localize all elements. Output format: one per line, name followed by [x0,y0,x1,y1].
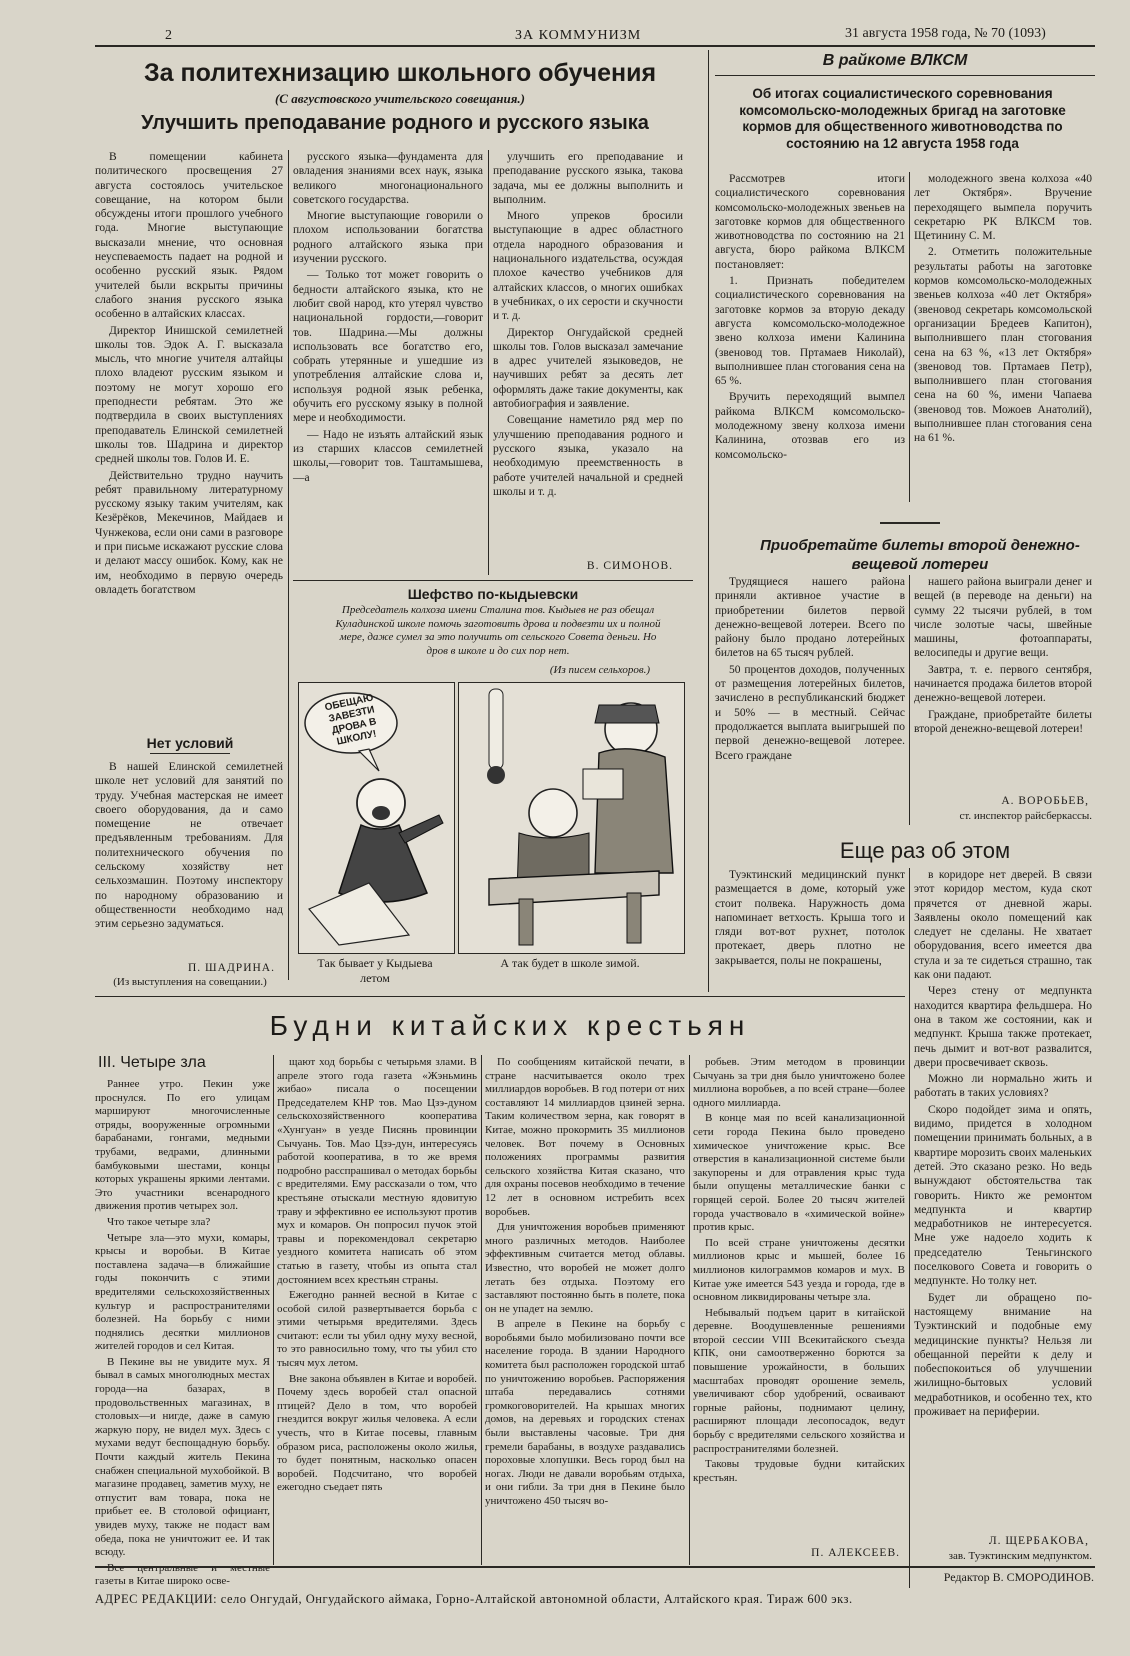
no-conditions-title: Нет условий [146,735,234,751]
komsomol-title: Об итогах социалистического соревнования комсомольско-молодежных бригад на заготовке кормов для общественного животноводства по состоянию на 12 августа 1958 года [739,86,1066,151]
speech-bubble-text: ОБЕЩАЮ ЗАВЕЗТИ ДРОВА В ШКОЛУ! [323,692,378,748]
patronage-title: Шефство по-кыдыевски [407,586,579,602]
no-conditions-body: В нашей Елинской семилетней школе нет условий для занятий по труду. Учебная мастерская не имеет своего оборудования, да и само помещение не отвечает предъявленным требованиям. Для политехнического обучения по сельскому хозяйству нет сельхозмашин. Поэтому инспектору по народному образованию и общественности необходимо над этим серьезно задуматься. [95,761,283,931]
chinese-subtitle: III. Четыре зла [98,1054,206,1071]
again-title: Еще раз об этом [839,838,1011,863]
section-rule [95,996,905,997]
column-rule [909,868,910,1588]
caption-winter: А так будет в школе зимой. [500,956,640,970]
column-rule [909,575,910,825]
chinese-title: Будни китайских крестьян [269,1010,751,1041]
chinese-col4: робьев. Этим методом в провинции Сычуань за три дня было уничтожено более миллиона воробьев, а по всей стране—более одного миллиарда. В конце мая по всей канализационной сети города Пекина было проведено химическое уничтожение крыс. Все отверстия в канализационной системе были закупорены и для отравления крыс туда были опущены металлические банки с горящей серой. Более 20 тысяч жителей города участвовало в «химической войне» против крыс. По всей стране уничтожены десятки миллионов крыс и мышей, более 16 миллионов килограммов комаров и мух. В Китае уже имеется 543 уезда и города, где в основном ликвидированы четыре зла. Небывалый подъем царит в китайской деревне. Воодушевленные решениями второй сессии VIII Всекитайского съезда КПК, они самоотверженно борются за повышение урожайности, в больших масштабах проводят орошение земель, увеличивают сбор удобрений, осваивают горные районы, поднимают целину, расширяют площади лесопосадок, ведут борьбу с вредителями сельского хозяйства и распространителями болезней. Таковы трудовые будни китайских крестьян. [693,1056,905,1484]
article-subtitle: (С августовского учительского совещания.) [274,91,526,106]
again-signature: Л. ЩЕРБАКОВА, [988,1535,1089,1547]
patronage-text: Председатель колхоза имени Сталина тов. Кыдыев не раз обещал Куладинской школе помочь заготовить дрова и подвезти их и полной мере, даже сумел за это получить от сельского Совета деньги. Но дров в школе и до сих пор нет. [335,604,661,657]
cartoon-winter [458,682,685,954]
article1-signature: В. СИМОНОВ. [586,560,673,572]
lottery-col2: нашего района выиграли денег и вещей (в переводе на деньги) на сумму 22 тысячи рублей, в том числе золотые часы, швейные машины, фотоаппараты, велосипеды и другие вещи. Завтра, т. е. первого сентября, начинается продажа билетов второй денежно-вещевой лотереи. Граждане, приобретайте билеты второй денежно-вещевой лотереи! [914,576,1092,735]
divider-ornament [880,522,940,524]
lottery-col1: Трудящиеся нашего района приняли активное участие в приобретении билетов первой денежно-вещевой лотереи. Всего по району было продано лотерейных билетов на 65 тысяч рублей. 50 процентов доходов, полученных от размещения лотерейных билетов, зачислено в республиканский бюджет и 50% — в местный. Сейчас продолжается выплата выигрышей по первой денежно-вещевой лотерее. Всего граждане [715,576,905,762]
column-rule [708,50,709,992]
no-conditions-signature: П. ШАДРИНА. [188,962,275,974]
masthead-rule [95,45,1095,47]
article1-col2: русского языка—фундамента для овладения знаниями всех наук, языка великого многонационального советского государства. Многие выступающие говорили о плохом использовании богатства родного алтайского языка при изучении русского. — Только тот может говорить о бедности алтайского языка, кто не любит свой народ, кто утерял чувство национальной гордости,—говорит тов. Шадрина.—Мы должны использовать все богатство его, собрать утерянные и ушедшие из употребления алтайские слова и, используя родной язык ребенка, обучить его русскому языку в полной мере и необходимости. — Надо не изъять алтайский язык из старших классов семилетней школы,—говорит тов. Таштамышева,—а [293,151,483,484]
lottery-signature: А. ВОРОБЬЕВ, [1001,795,1089,807]
masthead [95,22,1095,44]
footer-address: АДРЕС РЕДАКЦИИ: село Онгудай, Онгудайского аймака, Горно-Алтайской автономной области, Алтайского края. Тираж 600 экз. [95,1592,853,1606]
chinese-col1: Раннее утро. Пекин уже проснулся. По его улицам маршируют многочисленные отряды, вооруженные огромными барабанами, гонгами, медными трубами, ведрами, длинными бамбуковыми шестами, концы которых украшены яркими лентами. Это участники всенародного движения против четырех зол. Что такое четыре зла? Четыре зла—это мухи, комары, крысы и воробьи. В Китае поставлена задача—в ближайшие годы покончить с этими вредителями сельскохозяйственных культур и распространителями болезней. На борьбу с ними поднялись десятки миллионов жителей городов и сел Китая. В Пекине вы не увидите мух. Я бывал в самых многолюдных местах города—на базарах, в продовольственных магазинах, в столовых—и нигде, даже в самую жаркую пору, не видел мух. Здесь с мухами ведут беспощадную борьбу. Почти каждый житель Пекина снабжен специальной мухобойкой. В магазине продавец, заметив муху, не отпустит вам товара, пока не прибьет ее. В столовой официант, увидев муху, также не подаст вам обеда, пока не уничтожит ее. И так всюду. газеты в Китае широко осве- [95,1078,270,1588]
again-col1: Туэктинский медицинский пункт размещается в доме, который уже стоит полвека. Наружность дома напоминает ветхость. Крыша того и гляди вот-вот рухнет, потолок протекает, дверь плотно не закрывается, полы не покрашены, [715,869,905,967]
column-rule [488,150,489,575]
lottery-position: ст. инспектор райсберкассы. [959,810,1092,822]
no-conditions-source: (Из выступления на совещании.) [113,976,267,988]
column-rule [481,1055,482,1565]
section-title: Улучшить преподавание родного и русского языка [141,112,649,134]
komsomol-section-label: В райкоме ВЛКСМ [822,52,968,69]
lottery-title: Приобретайте билеты второй денежно-вещевой лотереи [760,537,1080,573]
column-rule [689,1055,690,1565]
caption-summer: Так бывает у Кыдыева летом [317,956,433,985]
article1-col3: улучшить его преподавание и преподавание русского языка, такова задача, мы ее должны выполнить и выполним. Много упреков бросили выступающие в адрес областного отдела народного образования и национального издательства, осуждая плохое качество учебников для алтайских классов, о многих ошибках в учебниках, о их серости и скучности и т. д. Директор Онгудайской средней школы тов. Голов высказал замечание в адрес учителей языковедов, не научивших ребят за десять лет оформлять даже такие документы, как автобиография и заявление. Совещание наметило ряд мер по улучшению преподавания родного и русского языка, указало на необходимую преемственность в работе учителей начальной и средней школы и т. д. [493,151,683,498]
chinese-signature: П. АЛЕКСЕЕВ. [811,1547,900,1559]
underline [150,753,230,754]
again-col2: в коридоре нет дверей. В связи этот коридор местом, куда скот прячется от дневной жары. Заявлены около помещений как следует не сделаны. Не хватает оборудования, всего имеется два стула и за те сидеться страшно, так как они падают. Через стену от медпункта находится квартира фельдшера. Но она в таком же состоянии, как и медпункт. Крыша также протекает, печь дымит и вот-вот развалится, двери просвечивает сквозь. Можно ли нормально жить и работать в таких условиях? Скоро подойдет зима и опять, видимо, придется в холодном помещении принимать больных, а в квартире морозить своих маленьких детей. Это сказано резко. Но ведь вынуждают обстоятельства так говорить. Никто же ремонтом медпункта и квартир медработников не интересуется. Мне уже надоело ходить к председателю Теньгинского поселкового Совета и говорить о медпункте. Но толку нет. Будет ли обращено по-настоящему внимание на Туэктинский и подобные ему медицинские пункты? Нельзя ли обещанной перейти к делу и побеспокоиться об улучшении жилищно-бытовых условий медработников, и особенно тех, кто проживает на периферии. [914,869,1092,1418]
column-rule [273,1055,274,1565]
section-rule [715,75,1095,76]
footer-rule [95,1566,1095,1568]
cartoon-winter-drawing [459,683,684,953]
komsomol-col1: Рассмотрев итоги социалистического соревнования комсомольско-молодежных звеньев на заготовке кормов для общественного животноводства по состоянию на 21 августа, бюро райкома ВЛКСМ постановляет: 1. Признать победителем социалистического соревнования на заготовке кормов за вторую декаду августа комсомольско-молодежное звено колхоза имени Калинина (звеновод тов. Пртамаев Николай), выполнившее план стогования сена на 65 %. Вручить переходящий вымпел райкома ВЛКСМ комсомольско-молодежному звену колхоза имени Калинина, отозвав его из комсомольско- [715,173,905,461]
paper-name: ЗА КОММУНИЗМ [515,28,642,43]
again-position: зав. Туэктинским медпунктом. [948,1550,1092,1562]
column-rule [288,150,289,980]
footer-editor: Редактор В. СМОРОДИНОВ. [943,1570,1094,1584]
page-number: 2 [165,28,172,43]
issue-date: 31 августа 1958 года, № 70 (1093) [845,26,1046,41]
article1-col1: В помещении кабинета политического просвещения 27 августа состоялось учительское совещание, на котором были обсуждены итоги прошлого учебного года. Многие выступающие высказали мнение, что основная неуспеваемость падает на родной и особенно русский язык. Рядом учителей были вскрыты причины слабого знания русского языка особенно в алтайских классах. Директор Инишской семилетней школы тов. Эдок А. Г. высказала мысль, что многие учителя алтайцы плохо владеют русским языком и поэтому не могут хорошо его преподнести ребятам. Это же подтвердила в своих выступлениях преподаватель Елинской семилетней школы тов. Шадрина и директор средней школы тов. Голов И. Е. Действительно трудно научить ребят правильному литературному русскому языку таким учителям, как Кезёрёков, Мекечинов, Майдаев и Чунжекова, если они сами в разговоре и при письме искажают русские слова и делают массу ошибок. Кому, как не им, необходимо в первую очередь овладеть богатством [95,151,283,596]
article-title: За политехнизацию школьного обучения [143,59,657,87]
cartoon-summer [298,682,455,954]
patronage-source: (Из писем сельхоров.) [549,664,651,676]
chinese-col2: щают ход борьбы с четырьмя злами. В апреле этого года газета «Жэньминь жибао» писала о посещении Председателем КНР тов. Мао Цзэ-дуном сельскохозяйственного кооператива «Хунгуан» в уезде Писянь провинции Сычуань. Тов. Мао Цзэ-дун, интересуясь работой кооператива, в то же время подробно расспрашивал о методах борьбы с вредителями. Ему рассказали о том, что крестьяне отыскали местную ядовитую траву и эффективно ее используют против мух и комаров. Он попросил пучок этой травы и порекомендовал секретарю уездного комитета написать об этом статью в газету, чтобы из опыта стал достоянием всех крестьян страны. Ежегодно ранней весной в Китае с особой силой развертывается борьба с этими четырьмя вредителями. Здесь считают: если ты убил одну муху весной, то это равносильно тому, что ты убил сто тысяч мух летом. Вне закона объявлен в Китае и воробей. Почему здесь воробей стал опасной птицей? Дело в том, что воробей гнездится вокруг жилья человека. А если учесть, что в Китае посевы, главным образом риса, расположены около жилья, то будет понятным, насколько опасен воробей. Подсчитано, что воробей ежегодно съедает пять [277,1056,477,1494]
section-rule [293,580,693,581]
komsomol-col2: молодежного звена колхоза «40 лет Октября». Вручение переходящего вымпела поручить секретарю РК ВЛКСМ тов. Щетинину С. М. 2. Отметить положительные результаты работы на заготовке кормов комсомольско-молодежных звеньев колхоза «40 лет Октября» (звеновод секретарь комсомольской организации Бредеев Капитон), выполнившего план стогования сена на 63 %, «13 лет Октября» (звеновод тов. Пртамаев Петр), выполнившего план стогования сена на 60 %, имени Чапаева (звеновод тов. Можоев Анатолий), выполнившее план стогования сена на 61 %. [914,173,1092,445]
chinese-col3: По сообщениям китайской печати, в стране насчитывается около трех миллиардов воробьев. В год потери от них составляют 14 миллиардов цзиней зерна. Таким количеством зерна, как говорят в Китае, можно прокормить 35 миллионов человек. Вот почему в Основных положениях программы развития сельского хозяйства Китая сказано, что для охраны посевов необходимо в течение 12 лет в основном истребить всех воробьев. Для уничтожения воробьев применяют много различных методов. Наиболее эффективным считается метод облавы. Известно, что воробей не может долго летать без отдыха. Поэтому его заставляют постоянно быть в полете, пока он не упадет на землю. В апреле в Пекине на борьбу с воробьями было мобилизовано почти все население города. В здании Народного комитета был расположен городской штаб по уничтожению воробьев. Распоряжения штаба передавались сотнями громкоговорителей. На крышах многих домов, на деревьях и городских стенах были выставлены часовые. Три дня гремели барабаны, в воздухе раздавались пороховые хлопушки. Весь город был на ногах. Люди не давали воробьям отдыха, и они гибли. За три дня в Пекине было уничтожено 450 тысяч во- [485,1056,685,1507]
column-rule [909,172,910,502]
